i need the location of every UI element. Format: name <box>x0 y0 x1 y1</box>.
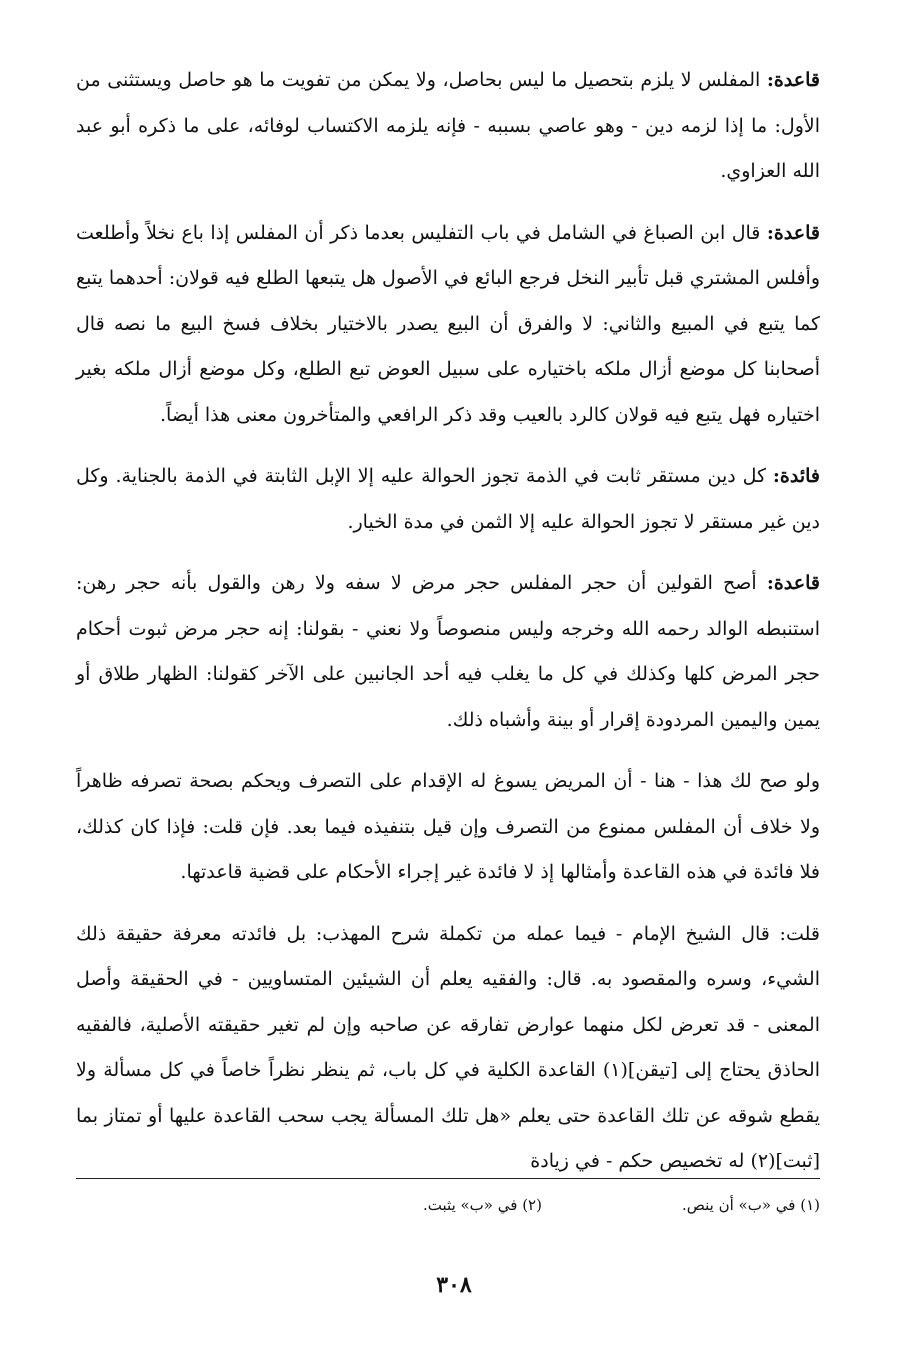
paragraph-1-text: المفلس لا يلزم بتحصيل ما ليس بحاصل، ولا يمكن من تفويت ما هو حاصل ويستثنى من الأول: ما إذا لزمه دين - وهو عاصي بسببه - فإنه يلزمه الاكتساب لوفائه، على ما ذكره أبو عبد الله العزاوي. <box>76 69 820 182</box>
paragraph-2-text: قال ابن الصباغ في الشامل في باب التفليس بعدما ذكر أن المفلس إذا باع نخلاً وأطلعت وأفلس المشتري قبل تأبير النخل فرجع البائع في الأصول هل يتبعها الطلع فيه قولان: أحدهما يتبع كما يتبع في المبيع والثاني: لا والفرق أن البيع يصدر بالاختيار بخلاف فسخ البيع ما نصه قال أصحابنا كل موضع أزال ملكه باختياره على سبيل العوض تبع الطلع، وكل موضع أزال ملكه بغير اختياره فهل يتبع فيه قولان كالرد بالعيب وقد ذكر الرافعي والمتأخرون معنى هذا أيضاً. <box>76 221 820 426</box>
paragraph-1 <box>76 58 820 195</box>
paragraph-3 <box>76 454 820 545</box>
footnote-divider <box>76 1178 820 1179</box>
paragraph-3-lead: فائدة: <box>772 465 820 487</box>
footnotes <box>76 1196 820 1214</box>
paragraph-5 <box>76 759 820 896</box>
paragraph-6-text: قلت: قال الشيخ الإمام - فيما عمله من تكملة شرح المهذب: بل فائدته معرفة حقيقة ذلك الشيء، وسره والمقصود به. قال: والفقيه يعلم أن الشيئين المتساويين - في الحقيقة وأصل المعنى - قد تعرض لكل منهما عوارض تفارقه عن صاحبه وإن لم تغير حقيقته الأصلية، فالفقيه الحاذق يحتاج إلى [تيقن](١) القاعدة الكلية في كل باب، ثم ينظر نظراً خاصاً في كل مسألة ولا يقطع شوقه عن تلك القاعدة حتى يعلم «هل تلك المسألة يجب سحب القاعدة عليها أو تمتاز بما [ثبت](٢) له تخصيص حكم - في زيادة <box>76 922 820 1172</box>
footnote-1: (١) في «ب» أن ينص. <box>681 1196 820 1214</box>
paragraph-6 <box>76 912 820 1185</box>
paragraph-2-lead: قاعدة: <box>766 221 820 244</box>
paragraph-4 <box>76 561 820 743</box>
page-number: ٣٠٨ <box>436 1272 472 1298</box>
footnote-2: (٢) في «ب» يثبت. <box>423 1196 542 1214</box>
paragraph-2 <box>76 211 820 439</box>
paragraph-5-text: ولو صح لك هذا - هنا - أن المريض يسوغ له الإقدام على التصرف ويحكم بصحة تصرفه ظاهراً ولا خلاف أن المفلس ممنوع من التصرف وإن قيل بتنفيذه فيما بعد. فإن قلت: فإذا كان كذلك، فلا فائدة في هذه القاعدة وأمثالها إذ لا فائدة غير إجراء الأحكام على قضية قاعدتها. <box>76 770 820 883</box>
paragraph-4-lead: قاعدة: <box>766 572 820 594</box>
paragraph-4-text: أصح القولين أن حجر المفلس حجر مرض لا سفه ولا رهن والقول بأنه حجر رهن: استنبطه الوالد رحمه الله وخرجه وليس منصوصاً ولا نعني - بقولنا: إنه حجر مرض ثبوت أحكام حجر المرض كلها وكذلك في كل ما يغلب فيه أحد الجانبين على الآخر كقولنا: الظهار طلاق أو يمين واليمين المردودة إقرار أو بينة وأشباه ذلك. <box>76 572 820 731</box>
paragraph-3-text: كل دين مستقر ثابت في الذمة تجوز الحوالة عليه إلا الإبل الثابتة في الذمة بالجناية. وكل دين غير مستقر لا تجوز الحوالة عليه إلا الثمن في مدة الخيار. <box>76 465 820 533</box>
paragraph-1-lead: قاعدة: <box>766 69 820 91</box>
